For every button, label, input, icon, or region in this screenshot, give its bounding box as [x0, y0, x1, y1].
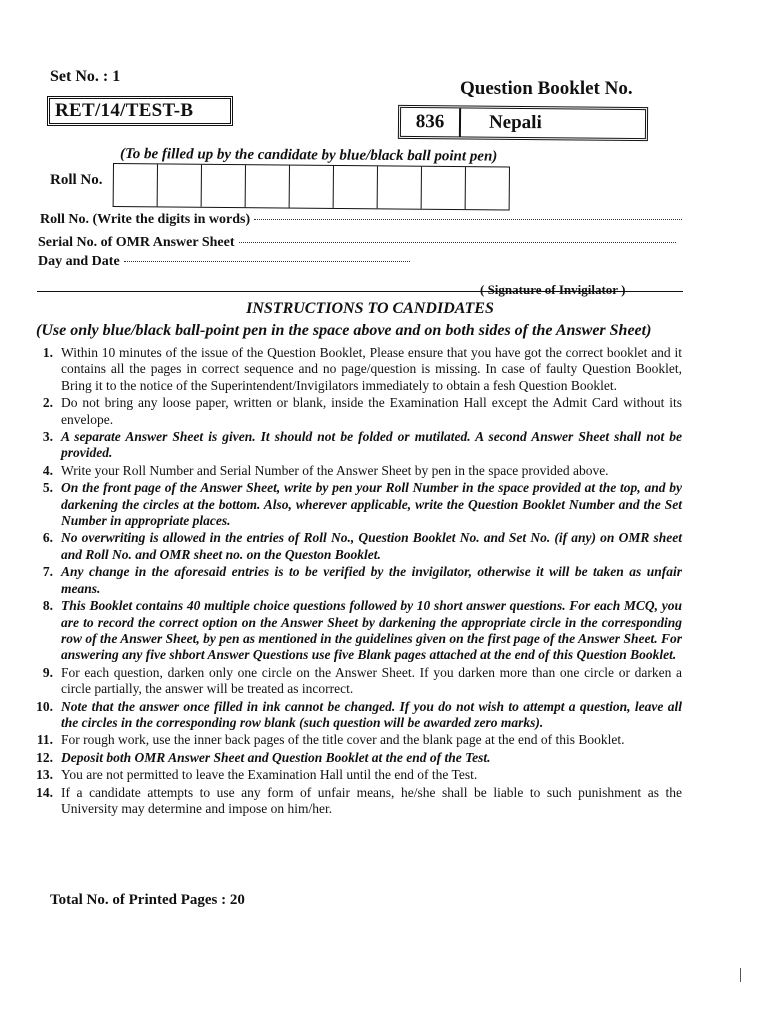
- list-item: 2. Do not bring any loose paper, written or blank, inside the Examination Hall except the Admit Card without its envelope.: [42, 395, 682, 427]
- serial-no-label: Serial No. of OMR Answer Sheet: [38, 235, 235, 250]
- test-code: RET/14/TEST-B: [55, 100, 194, 121]
- roll-no-cell[interactable]: [246, 165, 290, 207]
- roll-no-cell[interactable]: [202, 165, 246, 207]
- signature-rule: [37, 291, 683, 292]
- set-number: Set No. : 1: [50, 68, 121, 85]
- test-code-box: [47, 96, 233, 126]
- roll-no-words-field[interactable]: [40, 212, 682, 228]
- question-booklet-label: Question Booklet No.: [460, 78, 633, 99]
- instructions-title: INSTRUCTIONS TO CANDIDATES: [246, 300, 494, 317]
- instructions-subtitle: (Use only blue/black ball-point pen in the space above and on both sides of the Answer Sheet): [36, 322, 652, 339]
- list-item: 8. This Booklet contains 40 multiple choice questions followed by 10 short answer questions. For each MCQ, you are to record the correct option on the Answer Sheet by darkening the appropriate circle in the corresponding row of the Answer Sheet, by pen as mentioned in the guidelines given on the first page of the Answer Sheet. For answering any five shbort Answer Questions use five Blank pages attached at the end of this Question Booklet.: [42, 598, 682, 663]
- instructions-list: [22, 345, 682, 818]
- booklet-number: 836: [401, 108, 461, 137]
- list-item: 1. Within 10 minutes of the issue of the Question Booklet, Please ensure that you have got the correct booklet and it contains all the pages in correct sequence and no page/question is missing. In case of faulty Question Booklet, Bring it to the notice of the Superintendent/Invigilators immediately to obtain a fesh Question Booklet.: [42, 345, 682, 393]
- roll-no-cell[interactable]: [378, 166, 422, 208]
- dotted-line: [124, 260, 410, 262]
- roll-no-cell[interactable]: [158, 164, 202, 206]
- list-item: 5. On the front page of the Answer Sheet, write by pen your Roll Number in the space provided at the top, and by darkening the circles at the bottom. Also, wherever applicable, write the Question Booklet Number and the Set Number in appropriate places.: [42, 480, 682, 529]
- list-item: 11. For rough work, use the inner back pages of the title cover and the blank page at the end of this Booklet.: [36, 732, 625, 748]
- total-printed-pages: Total No. of Printed Pages : 20: [50, 892, 245, 908]
- list-item: 4. Write your Roll Number and Serial Number of the Answer Sheet by pen in the space provided above.: [42, 462, 609, 478]
- roll-no-words-label: Roll No. (Write the digits in words): [40, 212, 251, 227]
- list-item: 13. You are not permitted to leave the Examination Hall until the end of the Test.: [36, 767, 478, 783]
- roll-no-cell[interactable]: [290, 166, 334, 208]
- list-item: 14. If a candidate attempts to use any form of unfair means, he/she shall be liable to such punishment as the University may determine and impose on him/her.: [36, 784, 682, 816]
- serial-no-field[interactable]: [38, 235, 676, 251]
- dotted-line: [254, 218, 682, 220]
- day-date-label: Day and Date: [38, 254, 120, 269]
- invigilator-signature-label: ( Signature of Invigilator ): [480, 282, 626, 297]
- day-date-field[interactable]: [38, 254, 410, 270]
- list-item: 6. No overwriting is allowed in the entries of Roll No., Question Booklet No. and Set No. (if any) on OMR sheet and Roll No. and OMR sheet no. on the Queston Booklet.: [42, 530, 682, 562]
- roll-no-cell[interactable]: [114, 164, 158, 206]
- list-item: 10. Note that the answer once filled in ink cannot be changed. If you do not wish to attempt a question, leave all the circles in the corresponding row blank (such question will be awarded zero marks).: [36, 698, 682, 730]
- roll-no-cell[interactable]: [466, 167, 510, 209]
- list-item: 7. Any change in the aforesaid entries is to be verified by the invigilator, otherwise it will be taken as unfair means.: [42, 564, 682, 596]
- question-booklet-box: [398, 105, 648, 141]
- list-item: 9. For each question, darken only one circle on the Answer Sheet. If you darken more than one circle or darken a circle partially, the answer will be treated as incorrect.: [42, 664, 682, 697]
- scan-mark: [740, 968, 741, 982]
- list-item: 12. Deposit both OMR Answer Sheet and Question Booklet at the end of the Test.: [36, 749, 491, 765]
- dotted-line: [239, 241, 677, 243]
- roll-no-cell[interactable]: [334, 166, 378, 208]
- list-item: 3. A separate Answer Sheet is given. It should not be folded or mutilated. A second Answer Sheet shall not be provided.: [42, 429, 682, 461]
- fill-instruction-note: (To be filled up by the candidate by blue/black ball point pen): [119, 146, 498, 165]
- subject-name: Nepali: [488, 111, 542, 134]
- roll-no-label: Roll No.: [50, 172, 103, 188]
- roll-no-cell[interactable]: [422, 167, 466, 209]
- roll-no-grid[interactable]: [113, 163, 510, 210]
